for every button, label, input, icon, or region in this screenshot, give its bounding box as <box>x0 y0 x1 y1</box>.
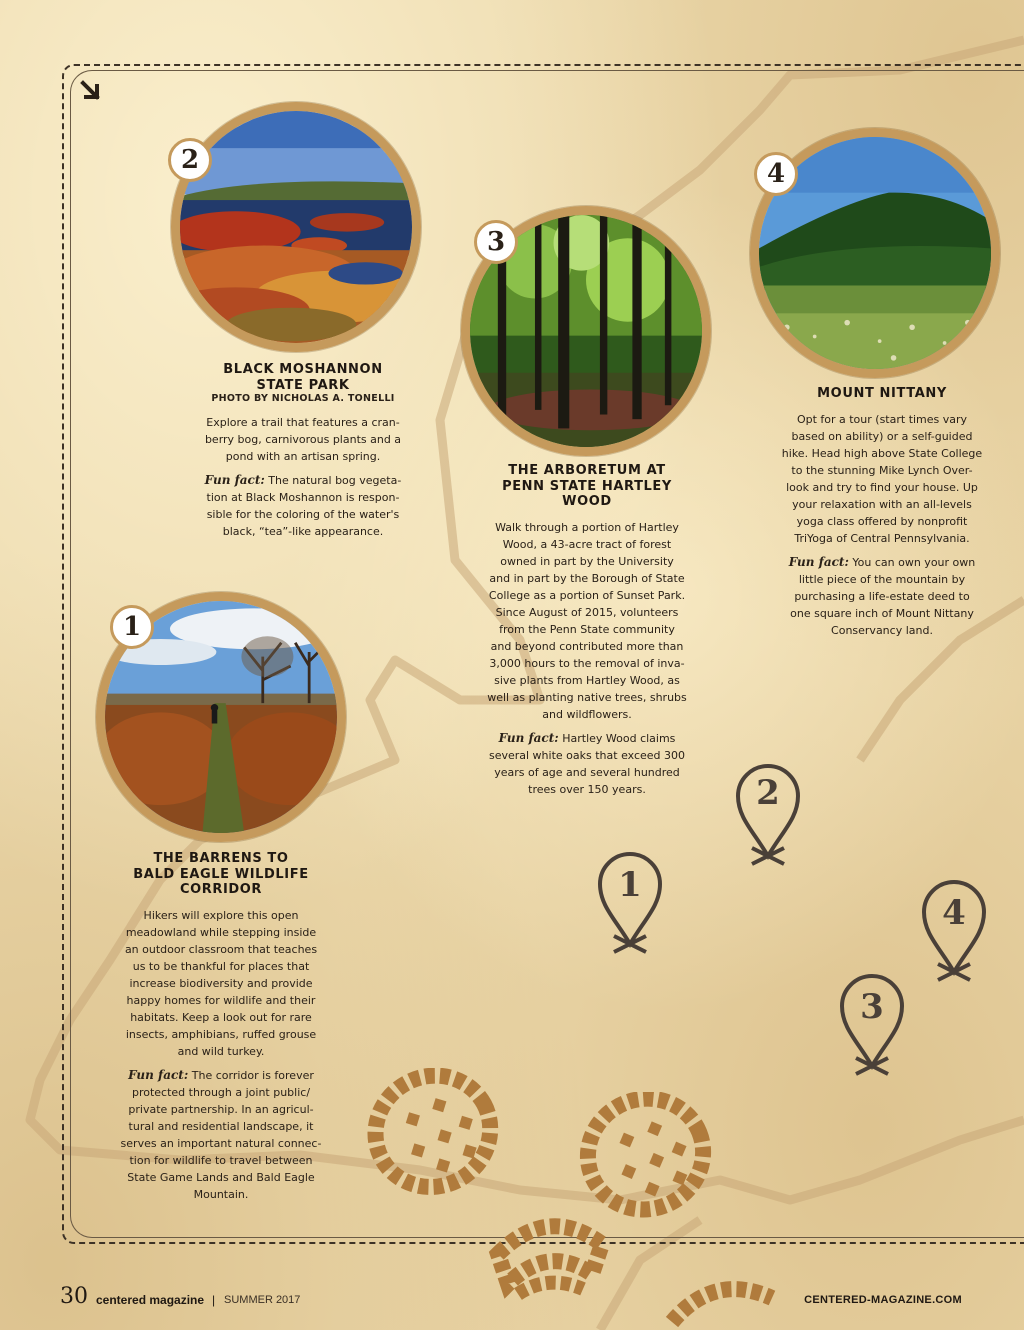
body-line: Walk through a portion of Hartley <box>495 520 679 534</box>
title-line: THE BARRENS TO <box>153 851 289 866</box>
title-line: BLACK MOSHANNON <box>223 362 383 377</box>
map-pin-label: 2 <box>756 773 780 813</box>
body-line: berry bog, carnivorous plants and a <box>204 433 402 446</box>
body-line: College as a portion of Sunset Park. <box>488 588 686 602</box>
body-line: tion at Black Moshannon is respon- <box>206 491 400 504</box>
body-line: Hartley Wood claims <box>558 731 676 745</box>
magazine-name: centered magazine <box>96 1293 205 1307</box>
body-line: and beyond contributed more than <box>490 639 684 653</box>
body-line: trees over 150 years. <box>528 782 646 796</box>
body-line: sive plants from Hartley Wood, as <box>494 673 680 687</box>
body-line: increase biodiversity and provide <box>129 976 313 990</box>
map-pin-icon <box>838 970 906 1078</box>
boot-heel-icon <box>664 1272 780 1330</box>
body-line: look and try to find your house. Up <box>786 480 978 494</box>
boot-heel-icon <box>488 1214 612 1326</box>
location-title <box>776 386 988 402</box>
title-line: MOUNT NITTANY <box>817 386 947 401</box>
website-link[interactable]: CENTERED-MAGAZINE.COM <box>804 1294 962 1306</box>
location-description <box>116 907 326 1060</box>
body-line: insects, amphibians, ruffed grouse <box>125 1027 317 1041</box>
footer-separator: | <box>212 1293 216 1307</box>
issue-date: SUMMER 2017 <box>224 1294 301 1306</box>
body-line: from the Penn State community <box>499 622 675 636</box>
body-line: one square inch of Mount Nittany <box>790 606 974 620</box>
page-number: 30 <box>60 1284 88 1309</box>
location-mount-nittany <box>776 386 988 639</box>
fun-fact <box>776 554 988 639</box>
body-line: well as planting native trees, shrubs <box>487 690 687 704</box>
photo-black-moshannon <box>171 102 421 352</box>
body-line: serves an important natural connec- <box>120 1136 322 1150</box>
body-line: yoga class offered by nonprofit <box>796 514 968 528</box>
title-line: STATE PARK <box>256 377 350 393</box>
map-pin-label: 4 <box>942 893 966 933</box>
location-description <box>480 519 694 723</box>
title-line: CORRIDOR <box>179 882 263 897</box>
body-line: purchasing a life-estate deed to <box>794 589 970 603</box>
location-title <box>116 851 326 898</box>
location-description <box>200 414 406 465</box>
location-description <box>776 411 988 547</box>
body-line: us to be thankful for places that <box>132 959 310 973</box>
body-line: habitats. Keep a look out for rare <box>130 1010 312 1024</box>
title-line: THE ARBORETUM AT <box>508 463 666 478</box>
fun-fact-label: Fun fact: <box>498 730 559 745</box>
body-line: State Game Lands and Bald Eagle <box>127 1170 315 1184</box>
body-line: The natural bog vegeta- <box>264 474 402 487</box>
fun-fact <box>200 472 406 540</box>
body-line: Opt for a tour (start times vary <box>796 412 968 426</box>
map-pin-icon <box>596 848 664 956</box>
fun-fact <box>480 730 694 798</box>
location-black-moshannon <box>200 362 406 540</box>
location-number-badge: 3 <box>474 220 518 264</box>
location-number-badge: 4 <box>754 152 798 196</box>
title-line: PENN STATE HARTLEY <box>502 478 672 494</box>
body-line: pond with an artisan spring. <box>225 450 381 463</box>
title-line: BALD EAGLE WILDLIFE <box>133 866 309 882</box>
body-line: Explore a trail that features a cran- <box>206 416 400 429</box>
body-line: happy homes for wildlife and their <box>126 993 316 1007</box>
fun-fact <box>116 1067 326 1203</box>
fun-fact-label: Fun fact: <box>128 1067 189 1082</box>
map-pin-icon <box>920 876 988 984</box>
body-line: TriYoga of Central Pennsylvania. <box>794 531 970 545</box>
map-pin-icon <box>734 760 802 868</box>
body-line: several white oaks that exceed 300 <box>488 748 686 762</box>
body-line: You can own your own <box>848 555 976 569</box>
body-line: Wood, a 43-acre tract of forest <box>502 537 672 551</box>
location-arboretum <box>480 463 694 798</box>
location-number-badge: 2 <box>168 138 212 182</box>
location-title <box>200 362 406 393</box>
arrow-icon <box>80 80 104 104</box>
body-line: 3,000 hours to the removal of inva- <box>489 656 685 670</box>
body-line: Mountain. <box>193 1187 249 1201</box>
photo-credit: PHOTO BY NICHOLAS A. TONELLI <box>211 393 395 404</box>
location-title <box>480 463 694 510</box>
body-line: and in part by the Borough of State <box>489 571 685 585</box>
body-line: The corridor is forever <box>188 1068 314 1082</box>
body-line: hike. Head high above State College <box>781 446 983 460</box>
location-number-badge: 1 <box>110 605 154 649</box>
body-line: your relaxation with an all-levels <box>792 497 972 511</box>
body-line: to the stunning Mike Lynch Over- <box>791 463 973 477</box>
body-line: an outdoor classroom that teaches <box>124 942 318 956</box>
body-line: black, “tea”-like appearance. <box>222 525 384 538</box>
body-line: Hikers will explore this open <box>143 908 299 922</box>
title-line: WOOD <box>562 494 612 509</box>
body-line: private partnership. In an agricul- <box>128 1102 314 1116</box>
body-line: years of age and several hundred <box>494 765 680 779</box>
body-line: and wildflowers. <box>542 707 632 721</box>
body-line: Since August of 2015, volunteers <box>495 605 679 619</box>
map-pin-label: 3 <box>860 987 884 1027</box>
body-line: owned in part by the University <box>500 554 674 568</box>
location-barrens <box>116 851 326 1203</box>
body-line: Conservancy land. <box>831 623 933 637</box>
fun-fact-label: Fun fact: <box>788 554 849 569</box>
body-line: little piece of the mountain by <box>798 572 966 586</box>
body-line: meadowland while stepping inside <box>125 925 317 939</box>
fun-fact-label: Fun fact: <box>204 473 265 487</box>
body-line: tion for wildlife to travel between <box>129 1153 313 1167</box>
body-line: based on ability) or a self-guided <box>791 429 973 443</box>
body-line: and wild turkey. <box>177 1044 265 1058</box>
map-pin-label: 1 <box>618 865 642 905</box>
body-line: tural and residential landscape, it <box>128 1119 314 1133</box>
body-line: sible for the coloring of the water's <box>206 508 400 521</box>
body-line: protected through a joint public/ <box>131 1085 311 1099</box>
